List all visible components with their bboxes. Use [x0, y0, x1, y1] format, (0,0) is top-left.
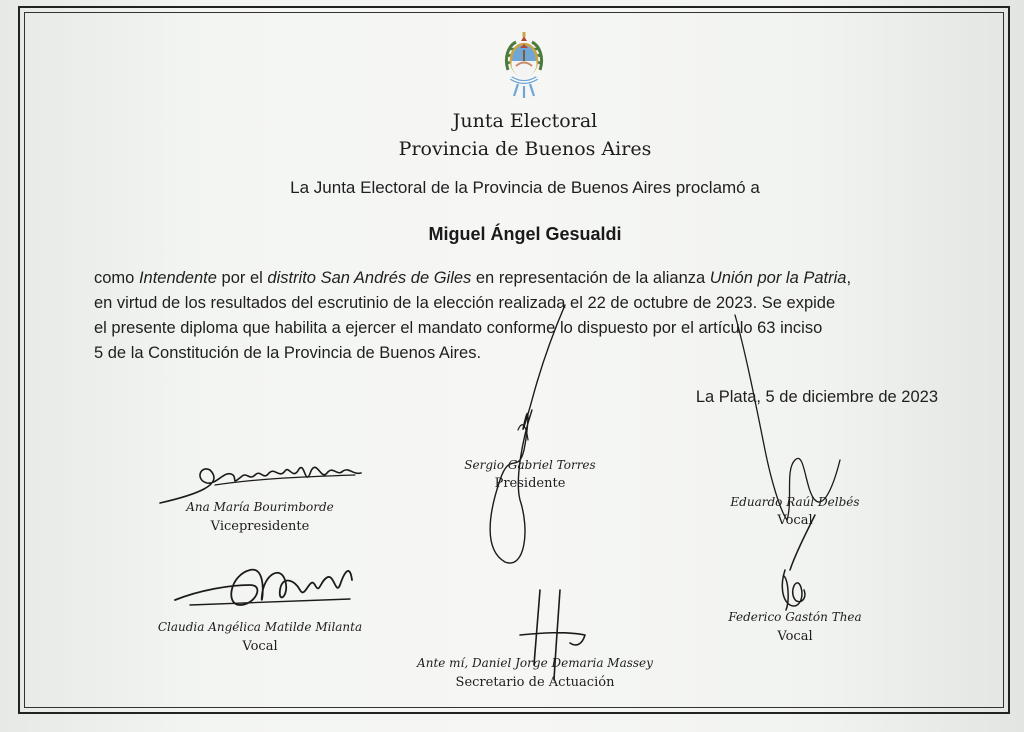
vice-president-name: Ana María Bourimborde — [186, 500, 334, 514]
alliance: Unión por la Patria — [709, 269, 847, 287]
body-line-3: el presente diploma que habilita a ejercer el mandato conforme lo dispuesto por el artículo 63 inciso — [94, 319, 823, 337]
president-name: Sergio Gabriel Torres — [464, 458, 596, 472]
buenos-aires-coat-of-arms-icon — [502, 30, 546, 102]
place-date: La Plata, 5 de diciembre de 2023 — [695, 388, 938, 406]
proclamation-body — [94, 266, 954, 366]
institution-title: Junta Electoral — [452, 110, 598, 132]
elected-name: Miguel Ángel Gesualdi — [428, 224, 622, 244]
secretary-role: Secretario de Actuación — [455, 675, 615, 690]
proclamation-intro: La Junta Electoral de la Provincia de Buenos Aires proclamó a — [290, 178, 760, 197]
district: distrito San Andrés de Giles — [267, 269, 472, 287]
vocal-thea-role: Vocal — [777, 629, 813, 644]
vocal-milanta-name: Claudia Angélica Matilde Milanta — [157, 620, 363, 634]
vocal-delbes-role: Vocal — [777, 513, 813, 528]
vocal-delbes-name: Eduardo Raúl Delbés — [730, 495, 860, 509]
body-line-2: en virtud de los resultados del escrutinio de la elección realizada el 22 de octubre de 2023. Se expide — [94, 294, 836, 312]
vice-president-role: Vicepresidente — [210, 519, 310, 534]
province-title: Provincia de Buenos Aires — [398, 138, 652, 160]
vocal-milanta-role: Vocal — [242, 639, 278, 654]
office: Intendente — [138, 269, 217, 287]
body-line-1: como Intendente por el distrito San Andrés de Giles en representación de la alianza Unión por la Patria, — [94, 269, 852, 287]
vocal-thea-name: Federico Gastón Thea — [728, 610, 862, 624]
president-role: Presidente — [494, 476, 566, 491]
secretary-name: Ante mí, Daniel Jorge Demaria Massey — [417, 656, 653, 670]
body-line-4: 5 de la Constitución de la Provincia de Buenos Aires. — [94, 344, 482, 362]
